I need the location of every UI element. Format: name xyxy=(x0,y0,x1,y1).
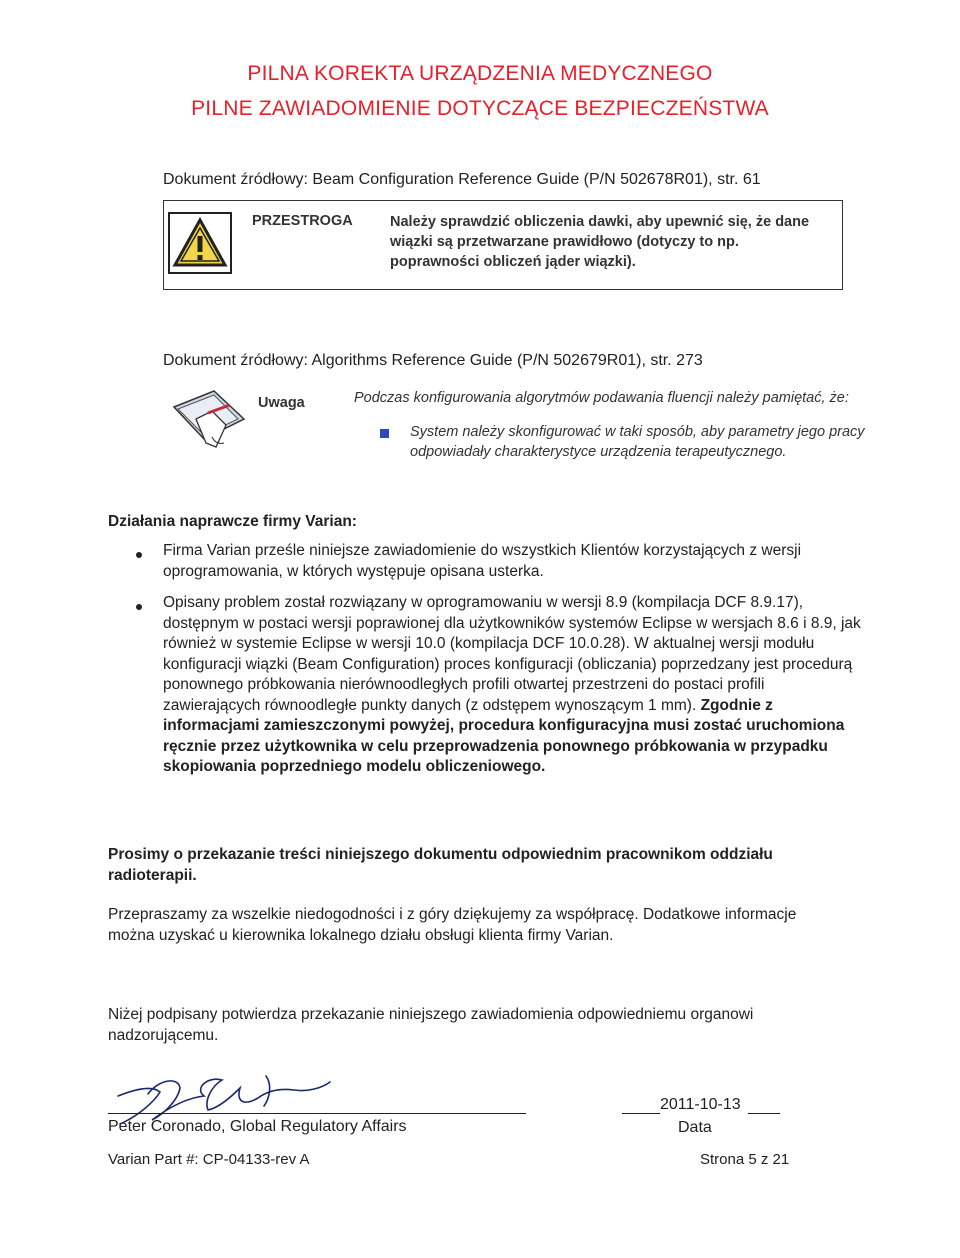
date-line-right xyxy=(748,1113,780,1114)
title-line-2: PILNE ZAWIADOMIENIE DOTYCZĄCE BEZPIECZEŃSTWA xyxy=(191,97,769,120)
warning-triangle-icon xyxy=(168,212,232,274)
note-bullet-text: System należy skonfigurować w taki sposób, aby parametry jego pracy odpowiadały charakterystyce urządzenia terapeutycznego. xyxy=(410,424,865,460)
part-number: Varian Part #: CP-04133-rev A xyxy=(108,1151,310,1168)
note-intro: Podczas konfigurowania algorytmów podawania fluencji należy pamiętać, że: xyxy=(354,390,849,406)
actions-bullet-2-bold: Zgodnie z informacjami zamieszczonymi powyżej, procedura konfiguracyjna musi zostać uruchomiona ręcznie przez użytkownika w celu przeprowadzenia ponownego próbkowania w przypadku skopiowania poprzedniego modelu obliczeniowego. xyxy=(163,696,845,775)
caution-label: PRZESTROGA xyxy=(252,213,353,229)
date-line-left xyxy=(622,1113,660,1114)
bullet-dot-2 xyxy=(136,604,142,610)
date-value: 2011-10-13 xyxy=(660,1096,741,1113)
actions-heading: Działania naprawcze firmy Varian: xyxy=(108,513,357,530)
date-label: Data xyxy=(678,1119,712,1136)
signatory-name: Peter Coronado, Global Regulatory Affairs xyxy=(108,1118,407,1135)
caution-text: Należy sprawdzić obliczenia dawki, aby upewnić się, że dane wiązki są przetwarzane prawidłowo (dotyczy to np. poprawności obliczeń jąder wiązki). xyxy=(390,214,810,270)
apology-paragraph: Przepraszamy za wszelkie niedogodności i z góry dziękujemy za współpracę. Dodatkowe informacje można uzyskać u kierownika lokalnego działu obsługi klienta firmy Varian. xyxy=(108,906,797,944)
confirmation-paragraph: Niżej podpisany potwierdza przekazanie niniejszego zawiadomienia odpowiedniemu organowi nadzorującemu. xyxy=(108,1006,754,1044)
request-paragraph: Prosimy o przekazanie treści niniejszego dokumentu odpowiednim pracownikom oddziału radioterapii. xyxy=(108,846,773,884)
note-bullet-square xyxy=(380,429,389,438)
page-number: Strona 5 z 21 xyxy=(700,1151,790,1168)
title-line-1: PILNA KOREKTA URZĄDZENIA MEDYCZNEGO xyxy=(247,62,713,85)
actions-bullet-2-regular: Opisany problem został rozwiązany w oprogramowaniu w wersji 8.9 (kompilacja DCF 8.9.17), dostępnym w postaci wersji poprawionej dla użytkowników systemów Eclipse w wersjach 8.6 i 8.9, jak również w systemie Eclipse w wersji 10.0 (kompilacja DCF 10.0.28). W aktualnej wersji modułu konfiguracji wiązki (Beam Configuration) proces konfiguracji (obliczania) poprzedzany jest procedurą ponownego próbkowania nierównoodległych profili otwartej przestrzeni do postaci profili zawierających równoodległe punkty danych (z odstępem wynoszącym 1 mm). xyxy=(163,594,861,714)
actions-bullet-1: Firma Varian prześle niniejsze zawiadomienie do wszystkich Klientów korzystających z wersji oprogramowania, w których występuje opisana usterka. xyxy=(163,542,802,580)
source-document-1: Dokument źródłowy: Beam Configuration Reference Guide (P/N 502678R01), str. 61 xyxy=(163,171,761,188)
note-label: Uwaga xyxy=(258,395,305,411)
bullet-dot-1 xyxy=(136,552,142,558)
source-document-2: Dokument źródłowy: Algorithms Reference Guide (P/N 502679R01), str. 273 xyxy=(163,352,703,369)
actions-bullet-2 xyxy=(163,593,863,778)
note-pen-icon xyxy=(168,385,248,457)
signature-line xyxy=(108,1113,526,1114)
